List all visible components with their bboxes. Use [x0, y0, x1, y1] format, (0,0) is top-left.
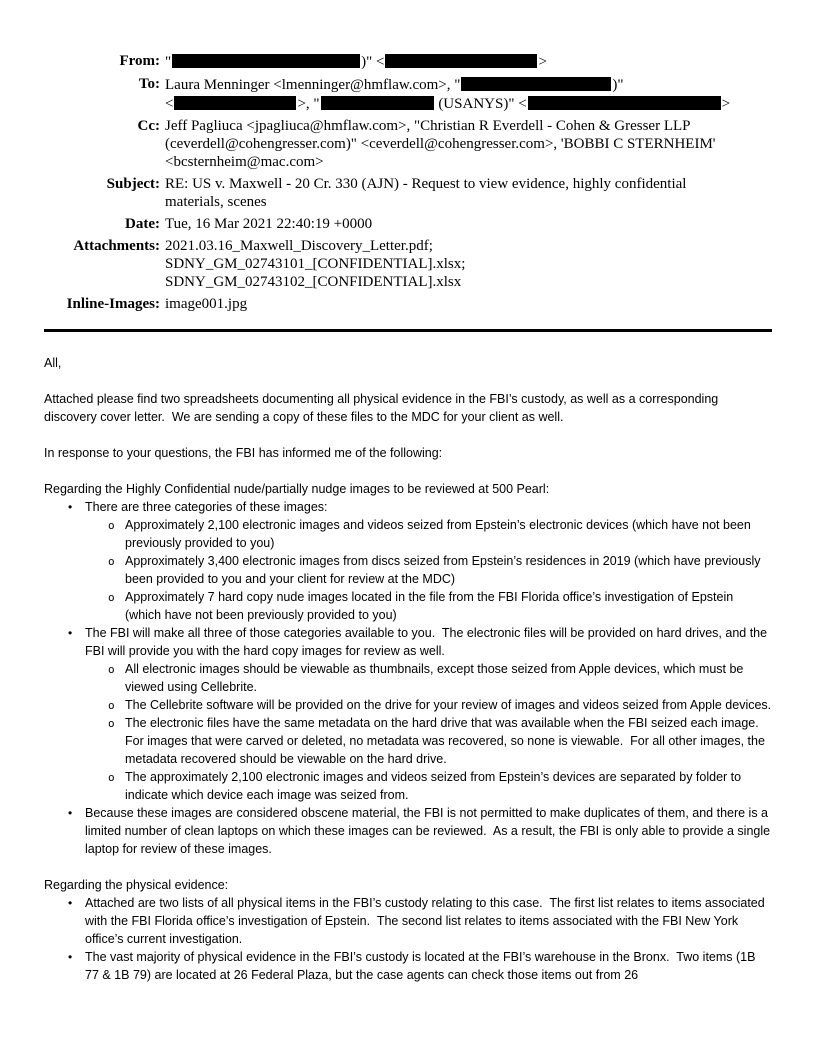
field-line — [165, 94, 730, 113]
redaction-bar — [321, 96, 434, 110]
field-text: )" < — [361, 54, 385, 70]
field-label-date: Date: — [125, 216, 160, 232]
header-field-attachments — [44, 237, 772, 291]
field-label-inline_images: Inline-Images: — [66, 296, 160, 312]
field-text: SDNY_GM_02743101_[CONFIDENTIAL].xlsx; — [165, 256, 466, 272]
field-label-cc: Cc: — [137, 118, 160, 134]
circle-bullet-icon: o — [108, 771, 115, 784]
redaction-bar — [461, 77, 611, 91]
field-line — [165, 255, 465, 273]
field-text: RE: US v. Maxwell - 20 Cr. 330 (AJN) - Request to view evidence, highly confidential — [165, 176, 687, 192]
paragraph: Regarding the physical evidence: — [44, 878, 229, 892]
field-line — [165, 153, 716, 171]
field-line — [165, 237, 465, 255]
field-value-inline_images — [160, 295, 247, 313]
bullet-list — [44, 498, 772, 858]
field-line — [165, 215, 372, 233]
list-item-text: The FBI will make all three of those categories available to you. The electronic files will be provided on hard drives, and the FBI will provide you with the hard copy images for review as well. — [85, 626, 771, 658]
list-item — [44, 894, 772, 948]
list-item-text: The electronic files have the same metadata on the hard drive that was available when the FBI seized each image. For images that were carved or deleted, no metadata was recovered, so none is viewable. For all other images, the metadata recovered should be viewable on the hard drive. — [125, 716, 769, 766]
field-label-from: From: — [119, 53, 160, 69]
field-value-attachments — [160, 237, 465, 291]
redaction-bar — [172, 54, 360, 68]
field-value-subject — [160, 175, 686, 211]
header-field-to — [44, 75, 772, 113]
field-value-date — [160, 215, 372, 233]
header-divider — [44, 329, 772, 332]
field-line — [165, 175, 686, 193]
header-field-inline_images — [44, 295, 772, 313]
field-text: > — [538, 54, 547, 70]
circle-bullet-icon: o — [108, 663, 115, 676]
list-item-text: The approximately 2,100 electronic images and videos seized from Epstein’s devices are separated by folder to indicate which device each image was seized from. — [125, 770, 745, 802]
email-body — [44, 354, 772, 984]
list-item-text: Approximately 7 hard copy nude images located in the file from the FBI Florida office’s investigation of Epstein (which have not been previously provided to you) — [125, 590, 737, 622]
field-line — [165, 273, 465, 291]
field-text: 2021.03.16_Maxwell_Discovery_Letter.pdf; — [165, 238, 433, 254]
field-text: Tue, 16 Mar 2021 22:40:19 +0000 — [165, 216, 373, 232]
disc-bullet-icon: • — [68, 896, 73, 910]
field-text: " — [165, 54, 172, 70]
field-value-cc — [160, 117, 716, 171]
redaction-bar — [174, 96, 296, 110]
field-label-to: To: — [138, 76, 160, 92]
field-line — [165, 52, 547, 71]
list-item-text: There are three categories of these images: — [85, 500, 328, 514]
field-text: )" — [612, 77, 624, 93]
list-item — [44, 768, 772, 804]
circle-bullet-icon: o — [108, 591, 115, 604]
paragraph: Attached please find two spreadsheets documenting all physical evidence in the FBI’s custody, as well as a corresponding discovery cover letter. We are sending a copy of these files to the MDC for your client as well. — [44, 392, 722, 424]
list-item-text: The Cellebrite software will be provided on the drive for your review of images and videos seized from Apple devices. — [125, 698, 772, 712]
list-item-text: All electronic images should be viewable as thumbnails, except those seized from Apple devices, which must be viewed using Cellebrite. — [125, 662, 747, 694]
redaction-bar — [528, 96, 721, 110]
paragraph: All, — [44, 356, 62, 370]
field-text: < — [165, 96, 174, 112]
bullet-list — [44, 894, 772, 984]
header-field-cc — [44, 117, 772, 171]
field-text: <bcsternheim@mac.com> — [165, 154, 324, 170]
list-item — [44, 696, 772, 714]
list-item — [44, 516, 772, 552]
email-header — [44, 52, 772, 313]
paragraph: In response to your questions, the FBI has informed me of the following: — [44, 446, 443, 460]
field-text: (USANYS)" < — [434, 96, 527, 112]
header-field-date — [44, 215, 772, 233]
list-item — [44, 588, 772, 624]
disc-bullet-icon: • — [68, 500, 73, 514]
list-item — [44, 660, 772, 696]
header-field-subject — [44, 175, 772, 211]
disc-bullet-icon: • — [68, 626, 73, 640]
redaction-bar — [385, 54, 537, 68]
field-value-from — [160, 52, 547, 71]
field-line — [165, 117, 716, 135]
list-item-text: Approximately 3,400 electronic images from discs seized from Epstein’s residences in 2019 (which have previously been provided to you and your client for review at the MDC) — [125, 554, 764, 586]
field-line — [165, 295, 247, 313]
field-line — [165, 193, 686, 211]
list-item — [44, 552, 772, 588]
field-text: (ceverdell@cohengresser.com)" <ceverdell@cohengresser.com>, 'BOBBI C STERNHEIM' — [165, 136, 716, 152]
field-text: Laura Menninger <lmenninger@hmflaw.com>, " — [165, 77, 461, 93]
list-item-text: Approximately 2,100 electronic images and videos seized from Epstein’s electronic devices (which have not been previously provided to you) — [125, 518, 755, 550]
disc-bullet-icon: • — [68, 806, 73, 820]
field-label-attachments: Attachments: — [73, 238, 160, 254]
field-text: image001.jpg — [165, 296, 248, 312]
list-item-text: Attached are two lists of all physical items in the FBI’s custody relating to this case. The first list relates to items associated with the FBI Florida office’s investigation of Epstein. The second list relates to items associated with the FBI New York office’s current investigation. — [85, 896, 769, 946]
field-value-to — [160, 75, 730, 113]
field-line — [165, 135, 716, 153]
paragraph: Regarding the Highly Confidential nude/partially nudge images to be reviewed at 500 Pearl: — [44, 482, 550, 496]
circle-bullet-icon: o — [108, 555, 115, 568]
list-item-text: Because these images are considered obscene material, the FBI is not permitted to make duplicates of them, and there is a limited number of clean laptops on which these images can be reviewed. As a result, the FBI is only able to provide a single laptop for review of these images. — [85, 806, 774, 856]
field-text: >, " — [297, 96, 320, 112]
list-item — [44, 714, 772, 768]
field-text: SDNY_GM_02743102_[CONFIDENTIAL].xlsx — [165, 274, 462, 290]
list-item — [44, 498, 772, 516]
list-item — [44, 948, 772, 984]
list-item-text: The vast majority of physical evidence in the FBI’s custody is located at the FBI’s warehouse in the Bronx. Two items (1B 77 & 1B 79) are located at 26 Federal Plaza, but the case agents can check those items out from 26 — [85, 950, 759, 982]
circle-bullet-icon: o — [108, 717, 115, 730]
field-text: > — [721, 96, 731, 112]
header-field-from — [44, 52, 772, 71]
circle-bullet-icon: o — [108, 519, 115, 532]
disc-bullet-icon: • — [68, 950, 73, 964]
field-line — [165, 75, 730, 94]
list-item — [44, 804, 772, 858]
circle-bullet-icon: o — [108, 699, 115, 712]
field-text: materials, scenes — [165, 194, 267, 210]
list-item — [44, 624, 772, 660]
field-label-subject: Subject: — [106, 176, 160, 192]
field-text: Jeff Pagliuca <jpagliuca@hmflaw.com>, "Christian R Everdell - Cohen & Gresser LLP — [165, 118, 691, 134]
